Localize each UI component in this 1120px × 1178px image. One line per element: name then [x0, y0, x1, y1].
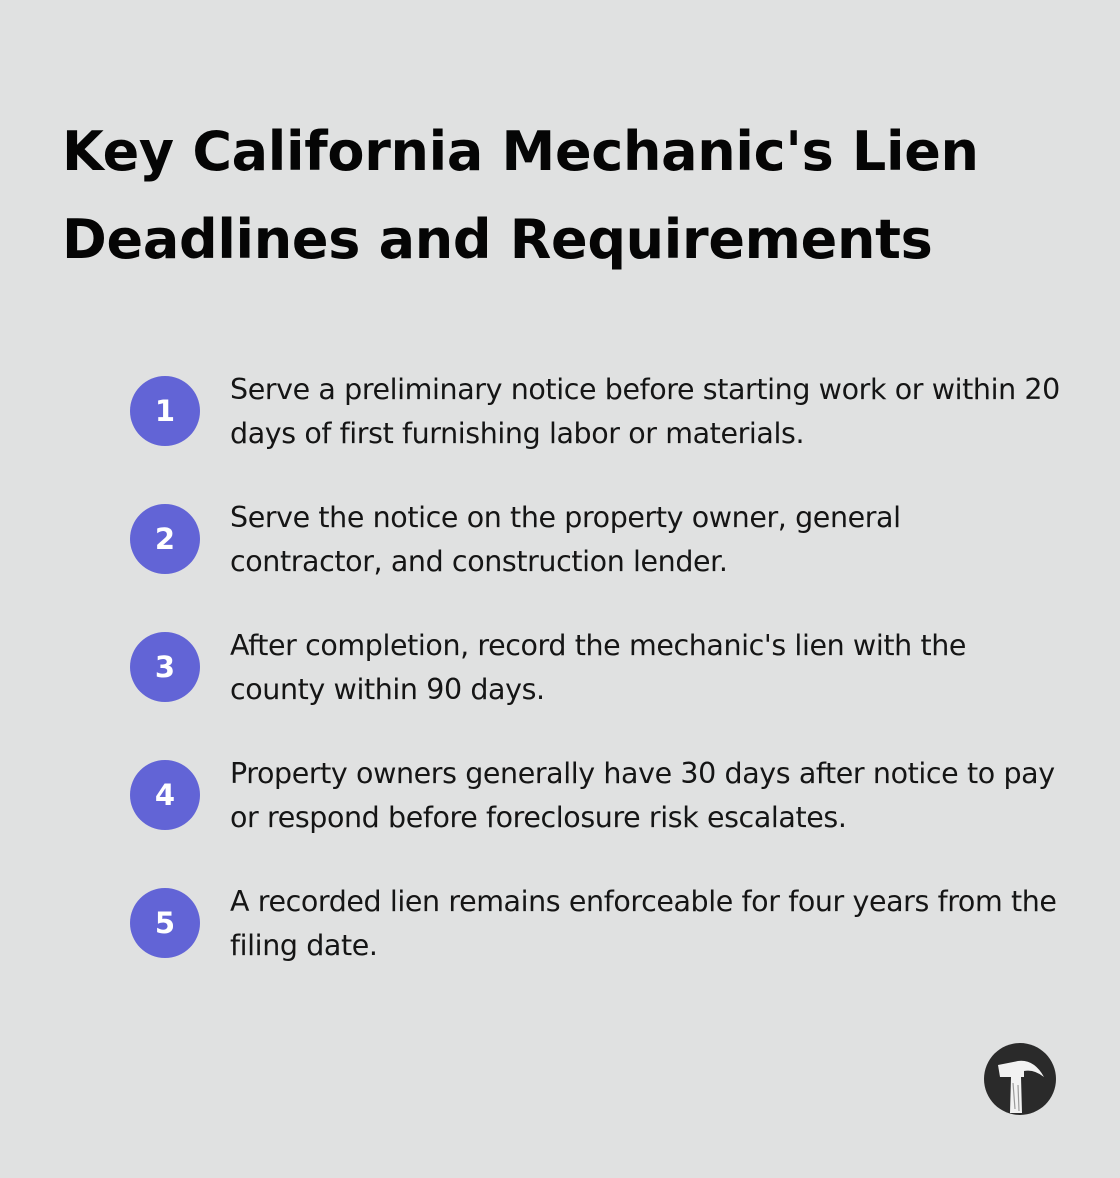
- page-title: Key California Mechanic's Lien Deadlines and Requirements: [62, 120, 979, 271]
- step-number-badge: 2: [130, 504, 200, 574]
- step-text: After completion, record the mechanic's lien with the county within 90 days.: [230, 629, 967, 706]
- list-item: [130, 750, 1070, 878]
- list-item: [130, 622, 1070, 750]
- hammer-icon: [984, 1043, 1056, 1115]
- step-text: Serve a preliminary notice before starting work or within 20 days of first furnishing labor or materials.: [230, 373, 1060, 450]
- list-item: [130, 366, 1070, 494]
- step-number-badge: 3: [130, 632, 200, 702]
- steps-list: [130, 366, 1070, 1006]
- step-text: Serve the notice on the property owner, general contractor, and construction lender.: [230, 501, 901, 578]
- brand-logo: [984, 1043, 1056, 1115]
- step-text: Property owners generally have 30 days after notice to pay or respond before foreclosure risk escalates.: [230, 757, 1055, 834]
- step-number-badge: 4: [130, 760, 200, 830]
- step-number-badge: 5: [130, 888, 200, 958]
- list-item: [130, 494, 1070, 622]
- list-item: [130, 878, 1070, 1006]
- step-text: A recorded lien remains enforceable for four years from the filing date.: [230, 885, 1057, 962]
- step-number-badge: 1: [130, 376, 200, 446]
